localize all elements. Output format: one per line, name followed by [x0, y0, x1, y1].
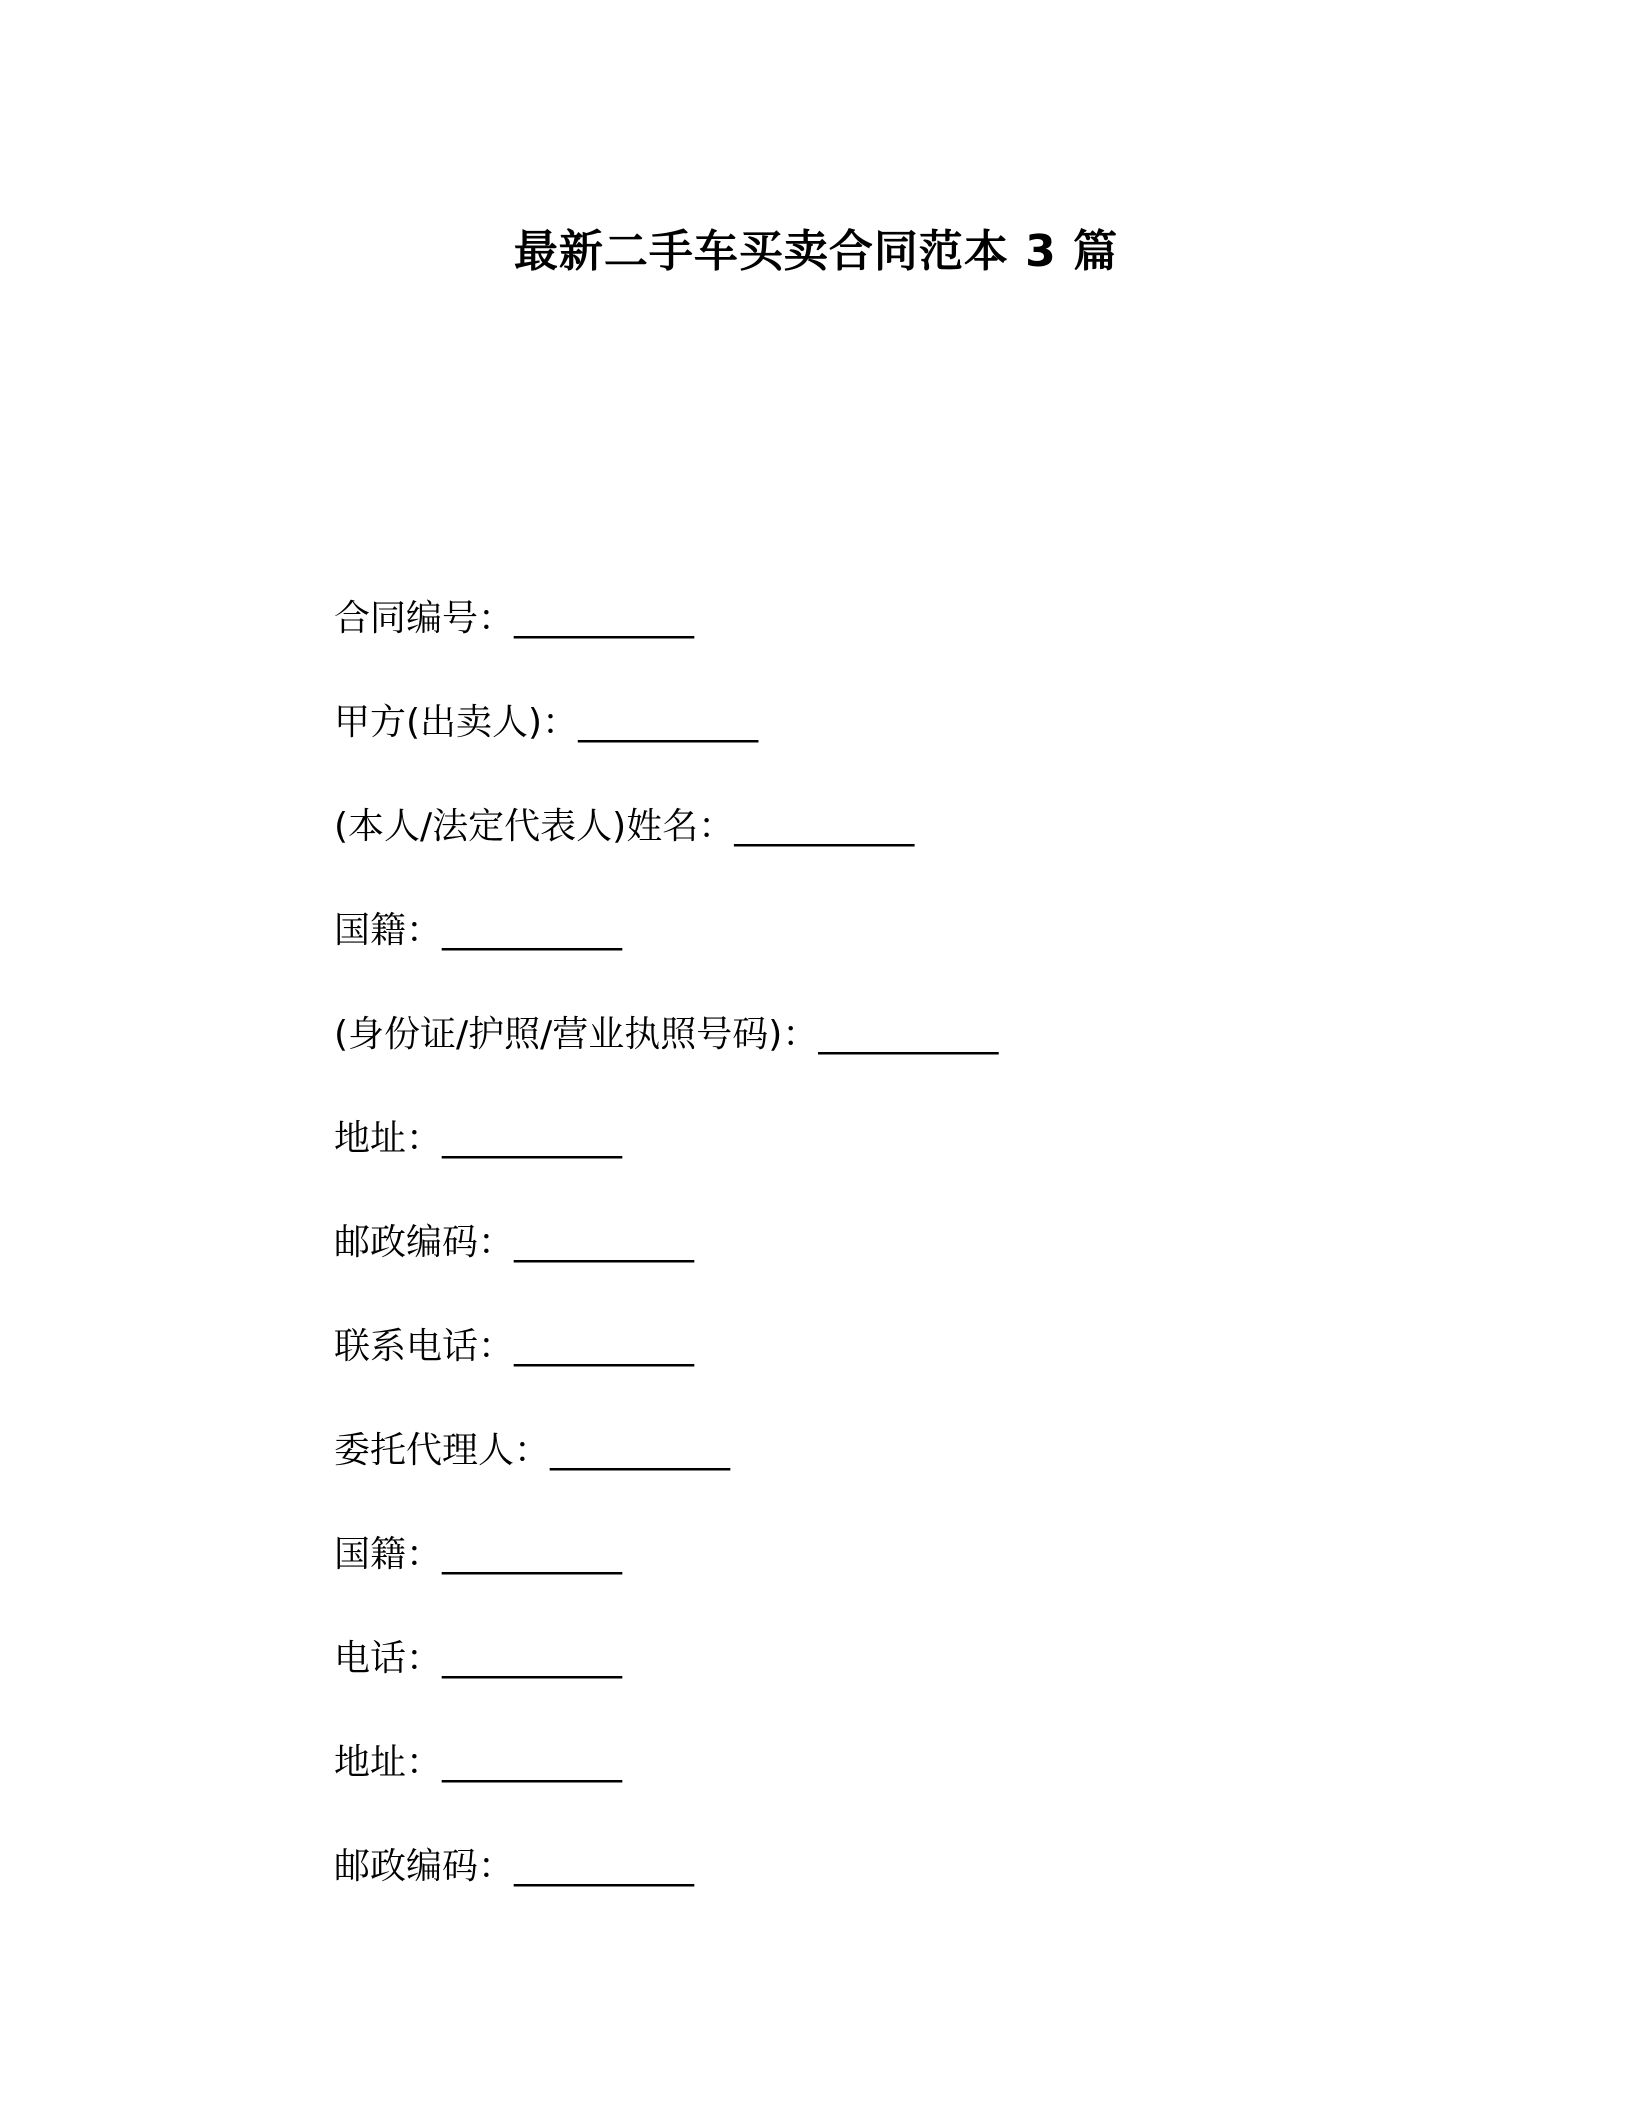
field-agent-phone: 电话：__________ — [334, 1638, 623, 1679]
field-id-number: (身份证/护照/营业执照号码)：__________ — [334, 1014, 999, 1055]
contract-fields — [334, 592, 1434, 1944]
field-agent-postal-code: 邮政编码：__________ — [334, 1846, 695, 1887]
field-nationality: 国籍：__________ — [334, 910, 623, 951]
field-name: (本人/法定代表人)姓名：__________ — [334, 806, 915, 847]
field-agent-address: 地址：__________ — [334, 1742, 623, 1783]
field-contract-number: 合同编号：__________ — [334, 598, 695, 639]
document-title: 最新二手车买卖合同范本 3 篇 — [513, 226, 1119, 277]
field-address: 地址：__________ — [334, 1118, 623, 1159]
field-party-a-seller: 甲方(出卖人)：__________ — [334, 702, 759, 743]
field-agent: 委托代理人：__________ — [334, 1430, 731, 1471]
field-agent-nationality: 国籍：__________ — [334, 1534, 623, 1575]
field-postal-code: 邮政编码：__________ — [334, 1222, 695, 1263]
field-phone: 联系电话：__________ — [334, 1326, 695, 1367]
